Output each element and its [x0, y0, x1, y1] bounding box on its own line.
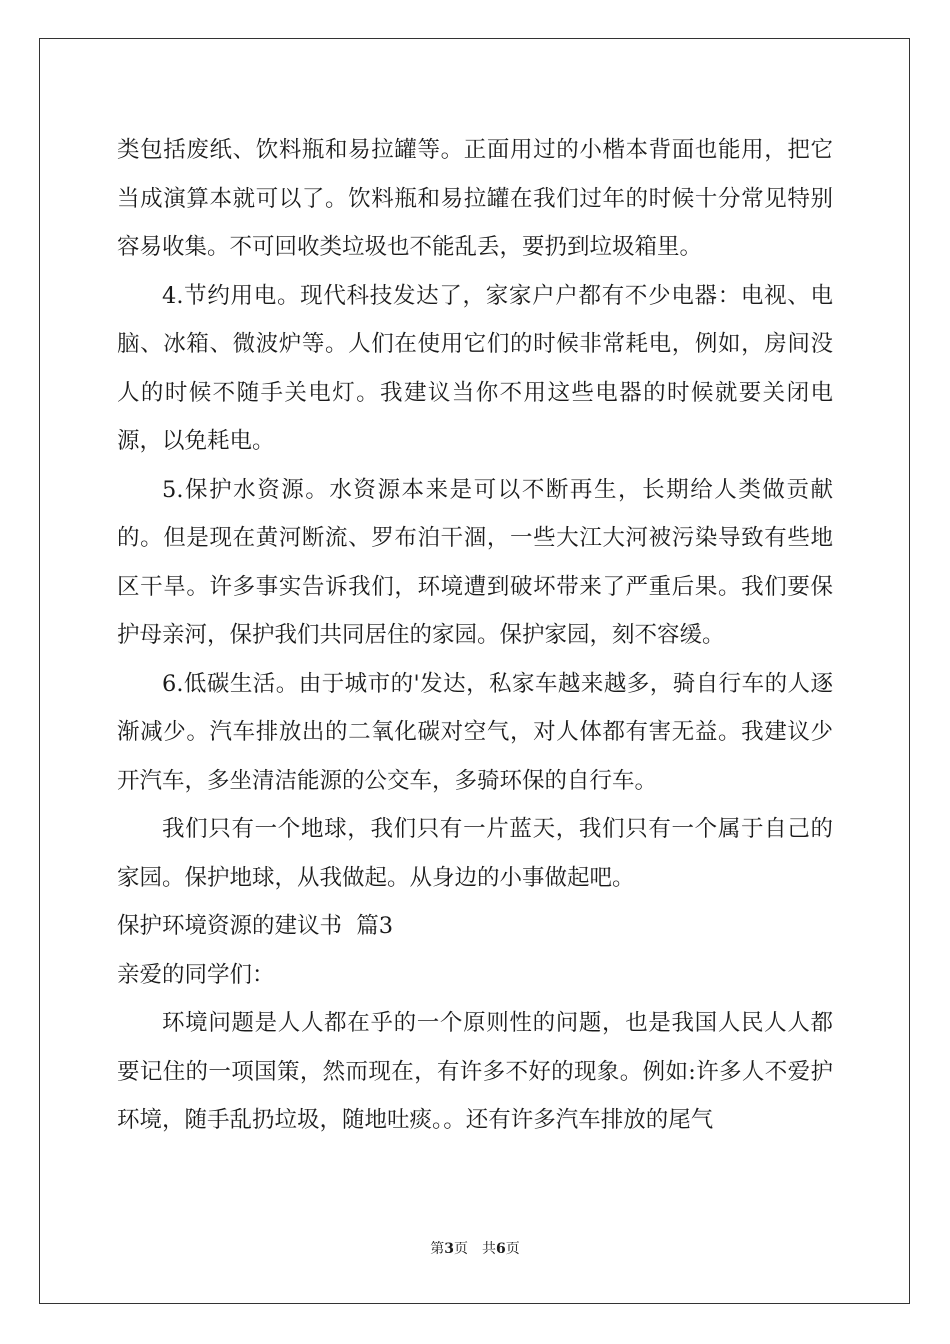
paragraph-6: 环境问题是人人都在乎的一个原则性的问题，也是我国人民人人都要记住的一项国策，然而现在，有许多不好的现象。例如:许多人不爱护环境，随手乱扔垃圾，随地吐痰。。还有许多汽车排放的尾气: [117, 1010, 833, 1133]
total-unit: 页: [505, 1241, 520, 1257]
salutation: 亲爱的同学们：: [117, 961, 275, 988]
page-current: 3: [444, 1241, 454, 1257]
section-heading: 保护环境资源的建议书 篇3: [117, 913, 394, 939]
page-prefix: 第: [430, 1241, 445, 1257]
document-body: [117, 126, 833, 1145]
page-unit: 页: [454, 1241, 468, 1257]
paragraph-4: 6.低碳生活。由于城市的'发达，私家车越来越多，骑自行车的人逐渐减少。汽车排放出的二氧化碳对空气，对人体都有害无益。我建议少开汽车，多坐清洁能源的公交车，多骑环保的自行车。: [117, 670, 833, 794]
paragraph-5: 我们只有一个地球，我们只有一片蓝天，我们只有一个属于自己的家园。保护地球，从我做起。从身边的小事做起吧。: [117, 816, 833, 891]
page-total: 6: [496, 1241, 506, 1257]
paragraph-2: 4.节约用电。现代科技发达了，家家户户都有不少电器：电视、电脑、冰箱、微波炉等。人们在使用它们的时候非常耗电，例如，房间没人的时候不随手关电灯。我建议当你不用这些电器的时候就要关闭电源，以免耗电。: [117, 282, 833, 454]
paragraph-1: 类包括废纸、饮料瓶和易拉罐等。正面用过的小楷本背面也能用，把它当成演算本就可以了。饮料瓶和易拉罐在我们过年的时候十分常见特别容易收集。不可回收类垃圾也不能乱丢，要扔到垃圾箱里。: [117, 137, 833, 260]
total-prefix: 共: [482, 1241, 496, 1257]
page-footer: [0, 1238, 950, 1258]
paragraph-3: 5.保护水资源。水资源本来是可以不断再生，长期给人类做贡献的。但是现在黄河断流、罗布泊干涸，一些大江大河被污染导致有些地区干旱。许多事实告诉我们，环境遭到破坏带来了严重后果。我们要保护母亲河，保护我们共同居住的家园。保护家园，刻不容缓。: [117, 476, 833, 648]
